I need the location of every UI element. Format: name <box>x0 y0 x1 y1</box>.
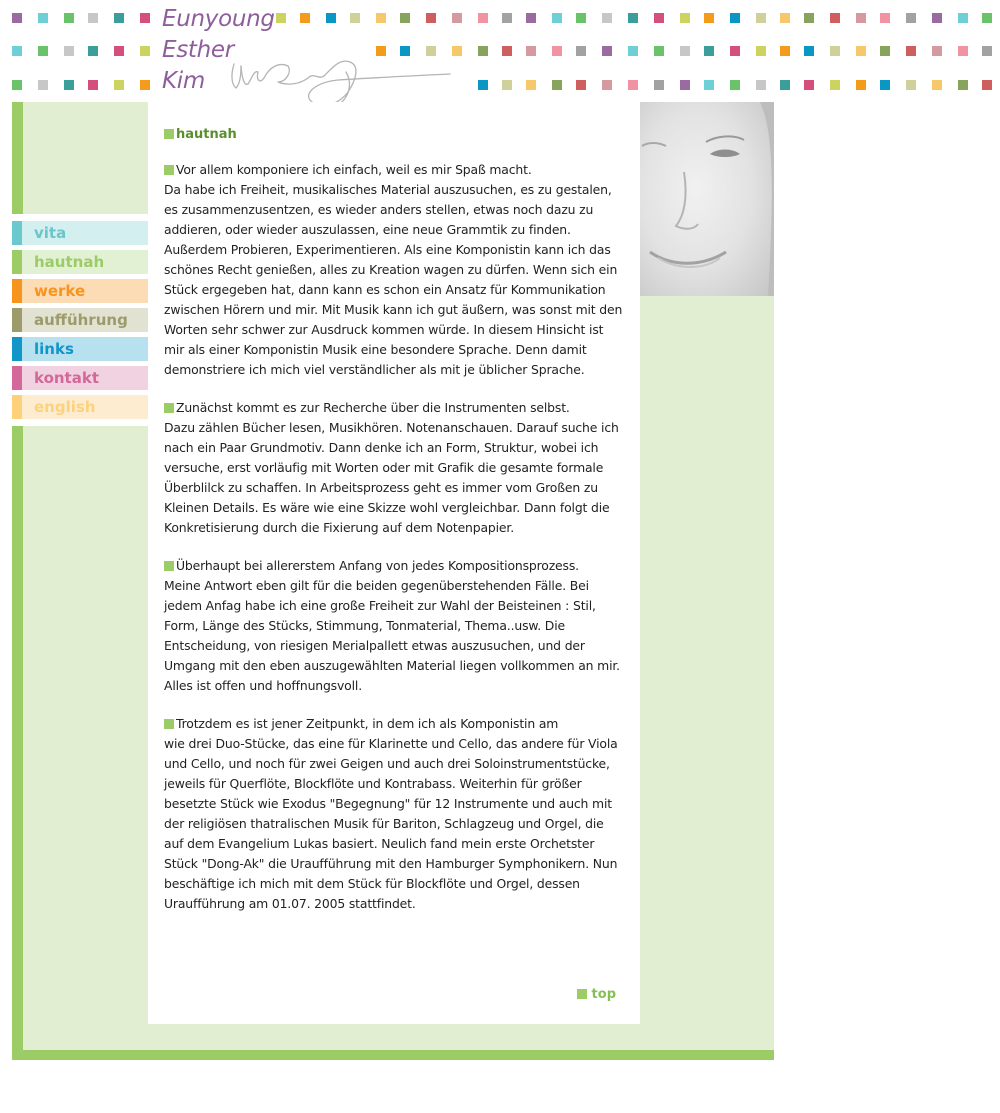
decorative-dot <box>856 13 866 23</box>
decorative-dot <box>602 13 612 23</box>
decorative-dot <box>906 46 916 56</box>
text-paragraph <box>164 556 626 696</box>
decorative-dot <box>140 13 150 23</box>
paragraph-lead: Trotzdem es ist jener Zeitpunkt, in dem ich als Komponistin am <box>176 716 559 731</box>
decorative-dot <box>38 80 48 90</box>
decorative-dot <box>680 80 690 90</box>
decorative-dot <box>88 80 98 90</box>
site-title-line: Kim <box>162 68 205 94</box>
decorative-dot <box>502 46 512 56</box>
decorative-dot <box>704 46 714 56</box>
paragraph-body: Dazu zählen Bücher lesen, Musikhören. Notenanschauen. Darauf suche ich nach ein Paar Grundmotiv. Dann denke ich an Form, Struktur, wobei ich versuche, erst vorläufig mit Worten oder mit Grafik die gesamte formale Überblilck zu schaffen. In Arbeitsprozess geht es immer vom Großen zu Kleinen Details. Es wäre wie eine Skizze wohl vergleichbar. Dann folgt die Konkretisierung durch die Fixierung auf dem Notenpapier. <box>164 420 619 535</box>
decorative-dot <box>88 46 98 56</box>
decorative-dot <box>64 13 74 23</box>
decorative-dot <box>880 46 890 56</box>
paragraph-lead: Vor allem komponiere ich einfach, weil es mir Spaß macht. <box>176 162 532 177</box>
decorative-dot <box>478 80 488 90</box>
decorative-dot <box>730 13 740 23</box>
header <box>0 0 1000 100</box>
decorative-dot <box>502 80 512 90</box>
right-background-panel <box>640 296 774 1050</box>
decorative-dot <box>730 46 740 56</box>
page-title-text: hautnah <box>176 127 237 142</box>
decorative-dot <box>982 13 992 23</box>
decorative-dot <box>628 13 638 23</box>
nav-marker <box>12 279 22 303</box>
paragraph-lead: Zunächst kommt es zur Recherche über die Instrumenten selbst. <box>176 400 570 415</box>
nav-item-hautnah[interactable] <box>12 250 148 274</box>
decorative-dot <box>602 80 612 90</box>
decorative-dot <box>830 46 840 56</box>
nav-item-label: hautnah <box>34 253 105 271</box>
decorative-dot <box>680 46 690 56</box>
decorative-dot <box>982 46 992 56</box>
text-paragraph <box>164 160 626 380</box>
decorative-dot <box>804 46 814 56</box>
decorative-dot <box>452 13 462 23</box>
decorative-dot <box>576 46 586 56</box>
nav-item-label: werke <box>34 282 86 300</box>
decorative-dot <box>932 80 942 90</box>
decorative-dot <box>932 46 942 56</box>
decorative-dot <box>552 80 562 90</box>
decorative-dot <box>680 13 690 23</box>
decorative-dot <box>576 13 586 23</box>
paragraph-lead: Überhaupt bei allererstem Anfang von jedes Kompositionsprozess. <box>176 558 579 573</box>
site-title-line: Esther <box>162 37 234 63</box>
decorative-dot <box>350 13 360 23</box>
text-paragraph <box>164 398 626 538</box>
decorative-dot <box>552 13 562 23</box>
decorative-dot <box>400 13 410 23</box>
decorative-dot <box>830 80 840 90</box>
nav-item-vita[interactable] <box>12 221 148 245</box>
nav-marker <box>12 395 22 419</box>
decorative-dot <box>856 46 866 56</box>
decorative-dot <box>526 13 536 23</box>
decorative-dot <box>602 46 612 56</box>
decorative-dot <box>780 13 790 23</box>
decorative-dot <box>654 80 664 90</box>
decorative-dot <box>38 46 48 56</box>
decorative-dot <box>780 80 790 90</box>
paragraph-body: Da habe ich Freiheit, musikalisches Material auszusuchen, es zu gestalen, es zusammenzusentzen, es wieder anders stellen, etwas noch dazu zu addieren, oder wieder auszulassen, eine neue Grammtik zu finden. Außerdem Probieren, Experimentieren. Als eine Komponistin kann ich das schönes Recht genießen, alles zu Kreation wagen zu dürfen. Wenn sich ein Stück ergegeben hat, dann kann es schon ein Ansatz für Kommunikation zwischen Hörern und mir. Mit Musik kann ich gut äußern, was sonst mit den Worten sehr schwer zur Ausdruck kommen würde. In diesem Hinsicht ist mir als einer Komponistin Musik eine besondere Sprache. Denn damit demonstriere ich mich viel verständlicher als mit je üblicher Sprache. <box>164 182 623 377</box>
square-bullet-icon <box>164 165 174 175</box>
text-paragraph <box>164 714 626 914</box>
nav-marker <box>12 221 22 245</box>
nav-item-label: kontakt <box>34 369 99 387</box>
decorative-dot <box>12 46 22 56</box>
decorative-dot <box>140 80 150 90</box>
decorative-dot <box>376 13 386 23</box>
decorative-dot <box>704 80 714 90</box>
decorative-dot <box>906 80 916 90</box>
square-bullet-icon <box>164 719 174 729</box>
decorative-dot <box>704 13 714 23</box>
nav-item-english[interactable] <box>12 395 148 419</box>
decorative-dot <box>628 80 638 90</box>
decorative-dot <box>426 13 436 23</box>
nav-marker <box>12 250 22 274</box>
portrait-photo <box>640 102 774 296</box>
square-bullet-icon <box>164 129 174 139</box>
decorative-dot <box>982 80 992 90</box>
decorative-dot <box>478 13 488 23</box>
nav-marker <box>12 337 22 361</box>
paragraph-body: Meine Antwort eben gilt für die beiden gegenüberstehenden Fälle. Bei jedem Anfag habe ich eine große Freiheit zur Wahl der Beisteinen : Stil, Form, Länge des Stücks, Stimmung, Tonmaterial, Thema..usw. Die Entscheidung, von riesigen Merialpallett etwas auszusuchen, und der Umgang mit den eben auszugewählten Material liegen vollkommen an mir. Alles ist offen und hoffnungsvoll. <box>164 578 620 693</box>
back-to-top-label: top <box>591 987 616 1002</box>
nav-item-auffuehrung[interactable] <box>12 308 148 332</box>
nav-item-label: links <box>34 340 74 358</box>
nav-item-links[interactable] <box>12 337 148 361</box>
nav-marker <box>12 308 22 332</box>
decorative-dot <box>654 46 664 56</box>
page-title <box>164 127 626 143</box>
main-content <box>148 102 640 1024</box>
decorative-dot <box>958 80 968 90</box>
decorative-dot <box>12 80 22 90</box>
nav-item-werke[interactable] <box>12 279 148 303</box>
square-bullet-icon <box>577 989 587 999</box>
decorative-dot <box>804 80 814 90</box>
portrait-face-image <box>640 102 774 296</box>
decorative-dot <box>114 13 124 23</box>
decorative-dot <box>88 13 98 23</box>
decorative-dot <box>526 46 536 56</box>
nav-item-label: aufführung <box>34 311 128 329</box>
decorative-dot <box>830 13 840 23</box>
decorative-dot <box>114 80 124 90</box>
decorative-dot <box>756 13 766 23</box>
decorative-dot <box>452 46 462 56</box>
decorative-dot <box>756 80 766 90</box>
content-bottom-panel <box>148 1024 640 1050</box>
decorative-dot <box>880 13 890 23</box>
decorative-dot <box>880 80 890 90</box>
decorative-dot <box>276 13 286 23</box>
nav-marker <box>12 366 22 390</box>
decorative-dot <box>958 13 968 23</box>
decorative-dot <box>478 46 488 56</box>
decorative-dot <box>552 46 562 56</box>
square-bullet-icon <box>164 403 174 413</box>
nav-item-kontakt[interactable] <box>12 366 148 390</box>
decorative-dot <box>756 46 766 56</box>
square-bullet-icon <box>164 561 174 571</box>
decorative-dot <box>856 80 866 90</box>
decorative-dot <box>64 46 74 56</box>
decorative-dot <box>780 46 790 56</box>
decorative-dot <box>628 46 638 56</box>
decorative-dot <box>804 13 814 23</box>
bottom-accent-bar <box>12 1050 774 1060</box>
decorative-dot <box>38 13 48 23</box>
decorative-dot <box>576 80 586 90</box>
nav-item-label: vita <box>34 224 67 242</box>
decorative-dot <box>502 13 512 23</box>
decorative-dot <box>906 13 916 23</box>
nav-item-label: english <box>34 398 96 416</box>
decorative-dot <box>140 46 150 56</box>
decorative-dot <box>12 13 22 23</box>
decorative-dot <box>932 13 942 23</box>
decorative-dot <box>958 46 968 56</box>
decorative-dot <box>114 46 124 56</box>
decorative-dot <box>300 13 310 23</box>
decorative-dot <box>730 80 740 90</box>
back-to-top-link[interactable] <box>577 987 616 1003</box>
decorative-dot <box>526 80 536 90</box>
site-title-line: Eunyoung <box>162 6 275 32</box>
decorative-dot <box>654 13 664 23</box>
paragraph-body: wie drei Duo-Stücke, das eine für Klarinette und Cello, das andere für Viola und Cello, und noch für zwei Geigen und auch drei Soloinstrumentstücke, jeweils für Querflöte, Blockflöte und Kontrabass. Weiterhin für größer besetzte Stück wie Exodus "Begegnung" für 12 Instrumente und auch mit der religiösen thatralischen Musik für Bariton, Schlagzeug und Orgel, die auf dem Evangelium Lukas basiert. Neulich fand mein erste Orchetster Stück "Dong-Ak" die Uraufführung mit den Hamburger Symphonikern. Nun beschäftige ich mich mit dem Stück für Blockflöte und Orgel, dessen Uraufführung am 01.07. 2005 stattfindet. <box>164 736 618 911</box>
decorative-dot <box>326 13 336 23</box>
decorative-dot <box>64 80 74 90</box>
